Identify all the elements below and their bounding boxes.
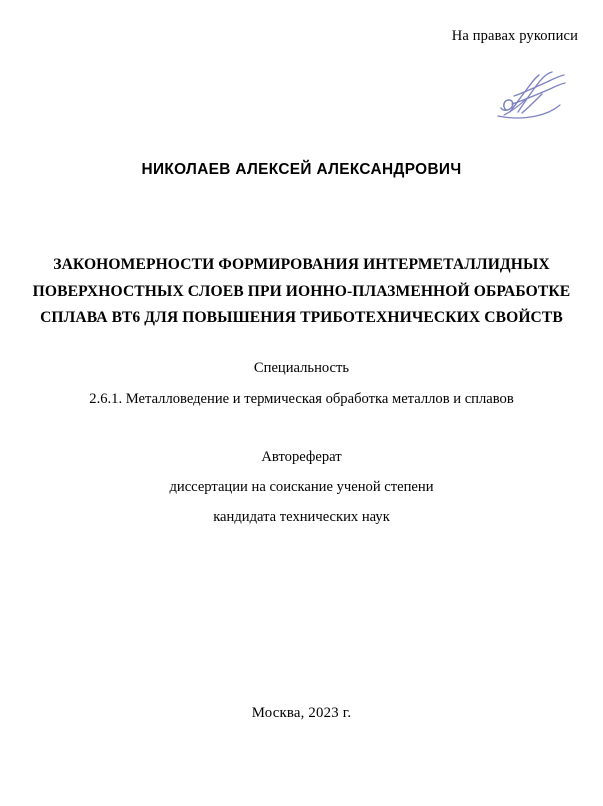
- degree-line-3: кандидата технических наук: [213, 509, 390, 526]
- signature-icon: [492, 66, 578, 128]
- title-line-1: ЗАКОНОМЕРНОСТИ ФОРМИРОВАНИЯ ИНТЕРМЕТАЛЛИДНЫХ: [53, 256, 550, 273]
- author-name: НИКОЛАЕВ АЛЕКСЕЙ АЛЕКСАНДРОВИЧ: [141, 161, 462, 178]
- page-title: [18, 252, 585, 332]
- manuscript-note: На правах рукописи: [451, 28, 578, 44]
- place-and-year: Москва, 2023 г.: [251, 705, 352, 721]
- specialty-heading: Специальность: [253, 360, 350, 376]
- title-line-2: ПОВЕРХНОСТНЫХ СЛОЕВ ПРИ ИОННО-ПЛАЗМЕННОЙ ОБРАБОТКЕ: [32, 282, 571, 300]
- title-line-3: СПЛАВА ВТ6 ДЛЯ ПОВЫШЕНИЯ ТРИБОТЕХНИЧЕСКИХ СВОЙСТВ: [40, 309, 563, 327]
- degree-block: [0, 448, 603, 527]
- degree-line-2: диссертации на соискание ученой степени: [169, 479, 434, 496]
- specialty-block: [0, 359, 603, 408]
- document-type: Автореферат: [261, 449, 342, 465]
- specialty-code-and-name: 2.6.1. Металловедение и термическая обработка металлов и сплавов: [89, 391, 514, 408]
